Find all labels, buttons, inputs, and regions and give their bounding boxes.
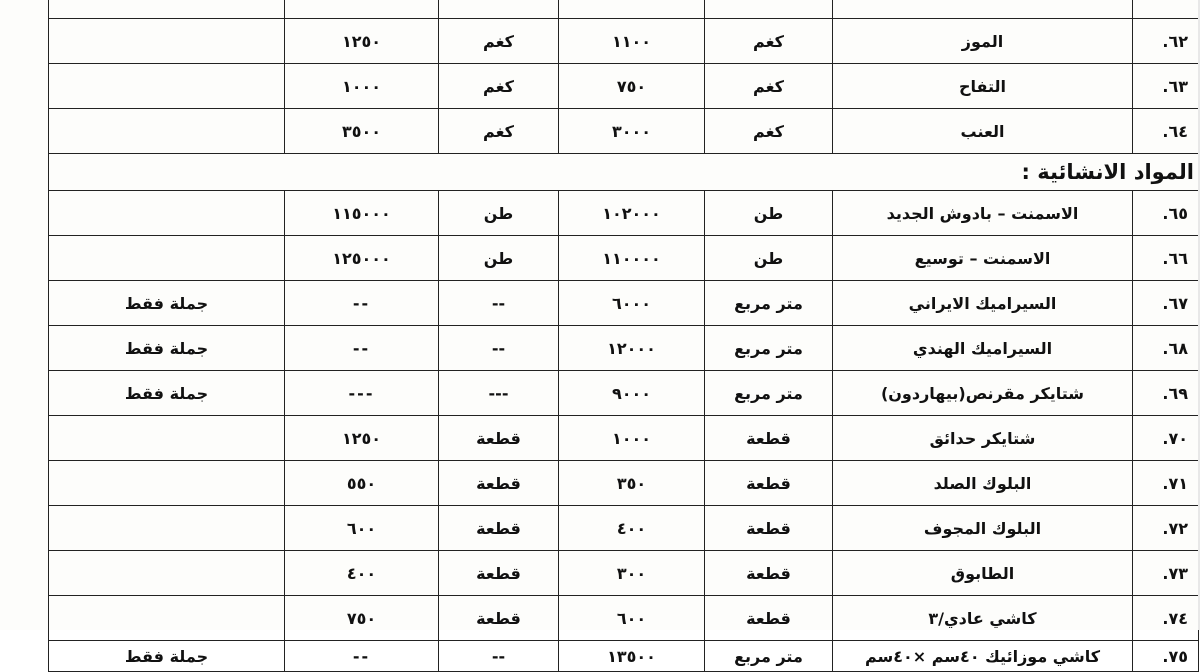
table-row — [49, 64, 1199, 109]
unit-1: متر مربع — [705, 281, 833, 326]
unit-2: قطعة — [439, 506, 559, 551]
unit-1: قطعة — [705, 461, 833, 506]
unit-2: قطعة — [439, 596, 559, 641]
value-1: ٤٠٠ — [559, 506, 705, 551]
value-2: ٥٥٠ — [285, 461, 439, 506]
unit-1: قطعة — [705, 596, 833, 641]
table-row — [49, 506, 1199, 551]
value-2: ٧٥٠ — [285, 596, 439, 641]
value-2: ٤٠٠ — [285, 551, 439, 596]
unit-2: -- — [439, 641, 559, 672]
item-name: السيراميك الايراني — [833, 281, 1133, 326]
value-2: --- — [285, 371, 439, 416]
unit-2: --- — [439, 371, 559, 416]
item-name: الطابوق — [833, 551, 1133, 596]
value-1: ١٢٠٠٠ — [559, 326, 705, 371]
note: جملة فقط — [49, 326, 285, 371]
value-1: ٣٠٠٠ — [559, 109, 705, 154]
note — [49, 0, 285, 19]
item-name — [833, 0, 1133, 19]
value-2: ١٢٥٠٠٠ — [285, 236, 439, 281]
unit-1: كغم — [705, 64, 833, 109]
value-2: -- — [285, 326, 439, 371]
unit-2: طن — [439, 236, 559, 281]
section-header-row — [49, 154, 1199, 191]
unit-1: كغم — [705, 109, 833, 154]
item-name: الاسمنت – توسيع — [833, 236, 1133, 281]
item-name: شتايكر حدائق — [833, 416, 1133, 461]
item-name: العنب — [833, 109, 1133, 154]
value-1: ١١٠٠ — [559, 19, 705, 64]
unit-2: كغم — [439, 19, 559, 64]
note — [49, 551, 285, 596]
unit-2: -- — [439, 281, 559, 326]
unit-1: طن — [705, 191, 833, 236]
value-1: ٧٥٠ — [559, 64, 705, 109]
value-2: ١٠٠٠ — [285, 64, 439, 109]
note — [49, 416, 285, 461]
row-number: ٦٤. — [1133, 109, 1199, 154]
unit-2: -- — [439, 326, 559, 371]
row-number: ٦٦. — [1133, 236, 1199, 281]
table-row — [49, 0, 1199, 19]
table-row — [49, 551, 1199, 596]
note — [49, 64, 285, 109]
row-number: ٧٠. — [1133, 416, 1199, 461]
unit-1: متر مربع — [705, 326, 833, 371]
note: جملة فقط — [49, 281, 285, 326]
note: جملة فقط — [49, 641, 285, 672]
item-name: السيراميك الهندي — [833, 326, 1133, 371]
table-row — [49, 416, 1199, 461]
note — [49, 461, 285, 506]
section-title: المواد الانشائية : — [49, 154, 1199, 191]
value-1: ٦٠٠ — [559, 596, 705, 641]
unit-1: قطعة — [705, 506, 833, 551]
note — [49, 19, 285, 64]
unit-2: كغم — [439, 64, 559, 109]
unit-2: قطعة — [439, 416, 559, 461]
value-2: -- — [285, 641, 439, 672]
unit-1: متر مربع — [705, 371, 833, 416]
row-number: ٦٧. — [1133, 281, 1199, 326]
table-row — [49, 191, 1199, 236]
unit-1: قطعة — [705, 551, 833, 596]
note — [49, 596, 285, 641]
item-name: البلوك المجوف — [833, 506, 1133, 551]
unit-1: كغم — [705, 19, 833, 64]
price-table — [48, 0, 1199, 672]
value-1: ١٠٢٠٠٠ — [559, 191, 705, 236]
item-name: كاشي عادي/٣ — [833, 596, 1133, 641]
row-number: ٧٢. — [1133, 506, 1199, 551]
unit-2: قطعة — [439, 461, 559, 506]
note — [49, 191, 285, 236]
table-row — [49, 326, 1199, 371]
row-number — [1133, 0, 1199, 19]
note — [49, 506, 285, 551]
table-row — [49, 461, 1199, 506]
row-number: ٦٥. — [1133, 191, 1199, 236]
row-number: ٦٣. — [1133, 64, 1199, 109]
value-2: ٣٥٠٠ — [285, 109, 439, 154]
item-name: التفاح — [833, 64, 1133, 109]
table-row — [49, 281, 1199, 326]
item-name: شتايكر مقرنص(بيهاردون) — [833, 371, 1133, 416]
unit-1: قطعة — [705, 416, 833, 461]
value-2: ٦٠٠ — [285, 506, 439, 551]
value-1: ٦٠٠٠ — [559, 281, 705, 326]
row-number: ٦٩. — [1133, 371, 1199, 416]
row-number: ٦٢. — [1133, 19, 1199, 64]
unit-1: طن — [705, 236, 833, 281]
value-1: ٣٥٠ — [559, 461, 705, 506]
row-number: ٧٥. — [1133, 641, 1199, 672]
note — [49, 109, 285, 154]
table-row — [49, 371, 1199, 416]
value-2 — [285, 0, 439, 19]
value-1: ١٠٠٠ — [559, 416, 705, 461]
table-row — [49, 641, 1199, 672]
row-number: ٧٣. — [1133, 551, 1199, 596]
value-1: ٣٠٠ — [559, 551, 705, 596]
value-1: ٩٠٠٠ — [559, 371, 705, 416]
unit-2 — [439, 0, 559, 19]
row-number: ٧١. — [1133, 461, 1199, 506]
item-name: الاسمنت – بادوش الجديد — [833, 191, 1133, 236]
table-row — [49, 236, 1199, 281]
unit-2: قطعة — [439, 551, 559, 596]
unit-2: كغم — [439, 109, 559, 154]
row-number: ٦٨. — [1133, 326, 1199, 371]
table-row — [49, 596, 1199, 641]
value-2: ١٢٥٠ — [285, 416, 439, 461]
note: جملة فقط — [49, 371, 285, 416]
item-name: كاشي موزائيك ٤٠سم ×٤٠سم — [833, 641, 1133, 672]
item-name: البلوك الصلد — [833, 461, 1133, 506]
table-row — [49, 109, 1199, 154]
unit-2: طن — [439, 191, 559, 236]
unit-1 — [705, 0, 833, 19]
value-1: ١١٠٠٠٠ — [559, 236, 705, 281]
note — [49, 236, 285, 281]
table-row — [49, 19, 1199, 64]
row-number: ٧٤. — [1133, 596, 1199, 641]
value-2: ١٢٥٠ — [285, 19, 439, 64]
value-1 — [559, 0, 705, 19]
value-2: ١١٥٠٠٠ — [285, 191, 439, 236]
value-2: -- — [285, 281, 439, 326]
unit-1: متر مربع — [705, 641, 833, 672]
item-name: الموز — [833, 19, 1133, 64]
value-1: ١٣٥٠٠ — [559, 641, 705, 672]
